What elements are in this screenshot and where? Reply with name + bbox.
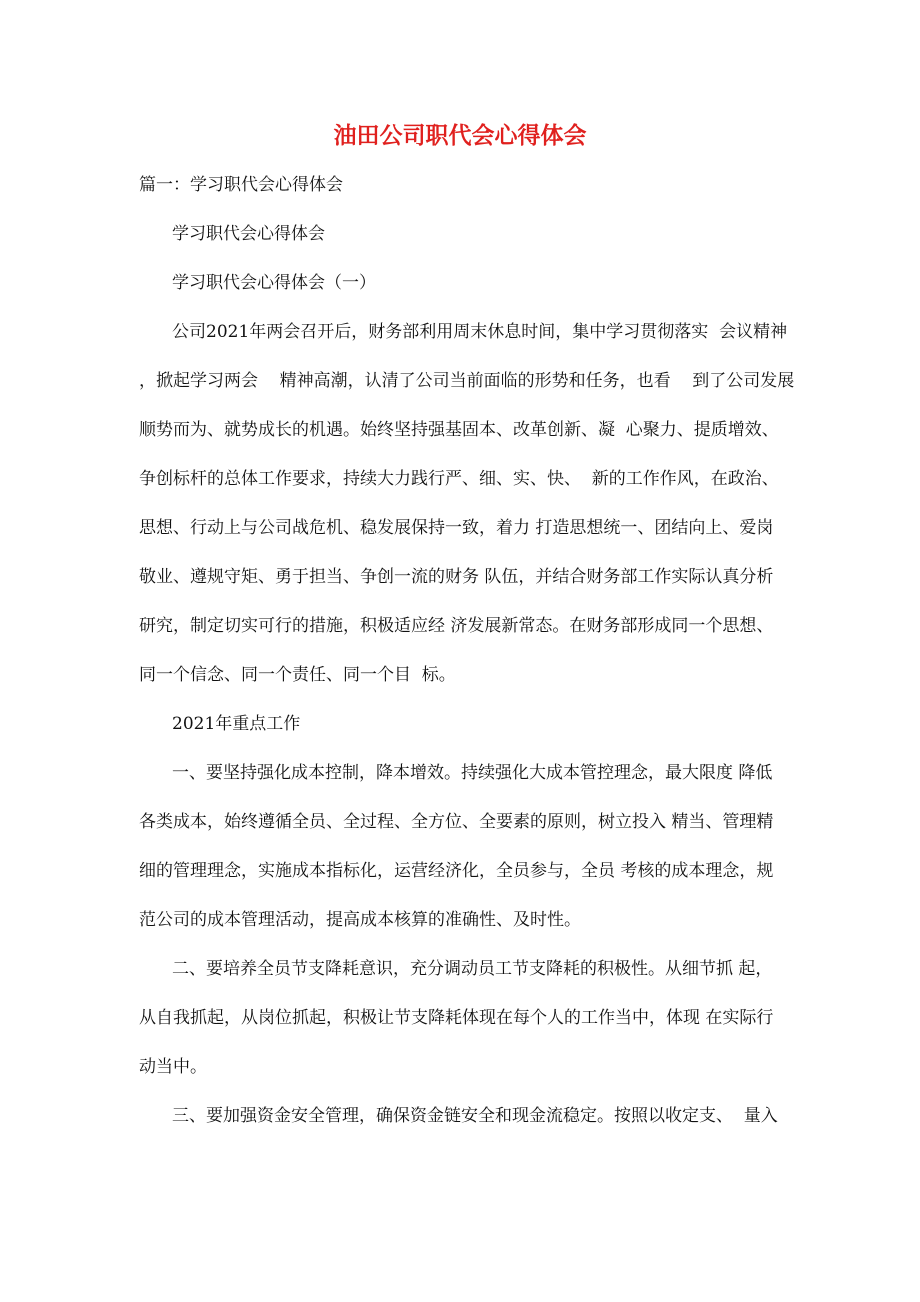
item-line: 二、要培养全员节支降耗意识，充分调动员工节支降耗的积极性。从细节抓 起，: [172, 959, 773, 979]
document-title: 油田公司职代会心得体会: [333, 122, 587, 149]
item-line: 动当中。: [139, 1057, 207, 1077]
paragraph-line: 争创标杆的总体工作要求，持续大力践行严、细、实、快、 新的工作作风，在政治、: [139, 469, 779, 489]
paragraph-line: 同一个信念、同一个责任、同一个目 标。: [139, 665, 456, 685]
paragraph-line: 顺势而为、就势成长的机遇。始终坚持强基固本、改革创新、凝 心聚力、提质增效、: [139, 420, 779, 440]
paragraph-line: 敬业、遵规守矩、勇于担当、争创一流的财务 队伍，并结合财务部工作实际认真分析: [139, 567, 774, 587]
key-work-heading: 2021年重点工作: [172, 714, 301, 734]
paragraph-line: 研究，制定切实可行的措施，积极适应经 济发展新常态。在财务部形成同一个思想、: [139, 616, 774, 636]
paragraph-line: 思想、行动上与公司战危机、稳发展保持一致，着力 打造思想统一、团结向上、爱岗: [139, 518, 774, 538]
item-line: 一、要坚持强化成本控制，降本增效。持续强化大成本管控理念，最大限度 降低: [172, 763, 773, 783]
subheading: 学习职代会心得体会: [172, 224, 325, 244]
item-line: 三、要加强资金安全管理，确保资金链安全和现金流稳定。按照以收定支、 量入: [172, 1106, 778, 1126]
paragraph-line: ，掀起学习两会 精神高潮，认清了公司当前面临的形势和任务，也看 到了公司发展: [139, 371, 795, 391]
item-line: 范公司的成本管理活动，提高成本核算的准确性、及时性。: [139, 910, 581, 930]
part-heading: 学习职代会心得体会（一）: [172, 273, 376, 293]
item-line: 细的管理理念，实施成本指标化，运营经济化，全员参与，全员 考核的成本理念，规: [139, 861, 774, 881]
section-heading: 篇一：学习职代会心得体会: [139, 175, 343, 195]
paragraph-line: 公司2021年两会召开后，财务部利用周末休息时间，集中学习贯彻落实 会议精神: [172, 322, 788, 342]
item-line: 各类成本，始终遵循全员、全过程、全方位、全要素的原则，树立投入 精当、管理精: [139, 812, 774, 832]
item-line: 从自我抓起，从岗位抓起，积极让节支降耗体现在每个人的工作当中，体现 在实际行: [139, 1008, 774, 1028]
